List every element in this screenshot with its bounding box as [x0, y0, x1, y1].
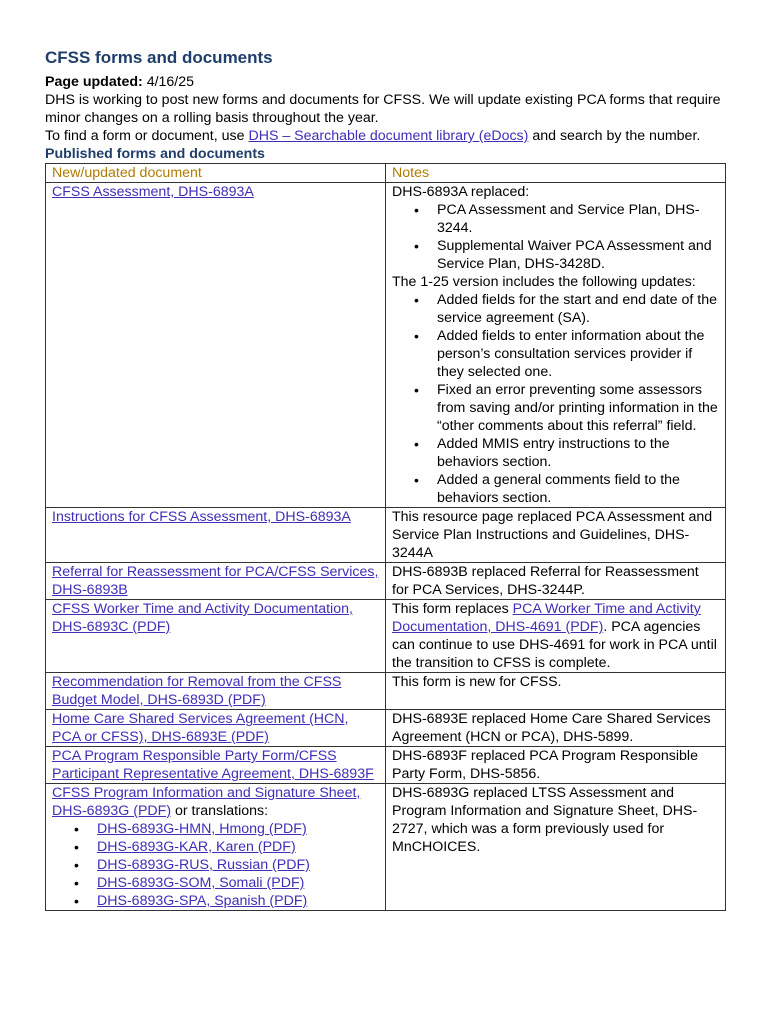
note-text-pre: This form replaces [392, 601, 513, 617]
column-header-document: New/updated document [46, 164, 386, 183]
list-item: • PCA Assessment and Service Plan, DHS-3244. [437, 201, 719, 237]
translations-list [52, 820, 379, 910]
translation-link-russian[interactable]: DHS-6893G-RUS, Russian (PDF) [97, 857, 310, 873]
table-header-row [46, 164, 726, 183]
list-item [97, 856, 379, 874]
table-row [46, 508, 726, 563]
document-cell [46, 183, 386, 508]
find-text-pre: To find a form or document, use [45, 128, 249, 144]
notes-cell: DHS-6893E replaced Home Care Shared Services Agreement (HCN or PCA), DHS-5899. [386, 710, 726, 747]
document-cell [46, 747, 386, 784]
list-item: • Supplemental Waiver PCA Assessment and Service Plan, DHS-3428D. [437, 237, 719, 273]
list-item: • Fixed an error preventing some assessors from saving and/or printing information in the “other comments about this referral” field. [437, 381, 719, 435]
document-cell [46, 508, 386, 563]
page-title: CFSS forms and documents [45, 48, 273, 67]
list-item: • Added a general comments field to the behaviors section. [437, 471, 719, 507]
note-text-post: . PCA agencies can continue to use DHS-4691 for work in PCA until the transition to CFSS is complete. [392, 619, 717, 671]
list-item: • Added fields for the start and end date of the service agreement (SA). [437, 291, 719, 327]
intro-paragraph: DHS is working to post new forms and documents for CFSS. We will update existing PCA forms that require minor changes on a rolling basis throughout the year. [45, 92, 721, 126]
updated-date: 4/16/25 [142, 74, 195, 90]
document-cell [46, 600, 386, 673]
list-item [97, 874, 379, 892]
edocs-link[interactable]: DHS – Searchable document library (eDocs) [248, 128, 529, 144]
notes-cell: This form is new for CFSS. [386, 673, 726, 710]
table-row [46, 710, 726, 747]
document-link-6893b[interactable]: Referral for Reassessment for PCA/CFSS Services, DHS-6893B [52, 564, 379, 598]
document-cell [46, 710, 386, 747]
document-link-6893e[interactable]: Home Care Shared Services Agreement (HCN, PCA or CFSS), DHS-6893E (PDF) [52, 711, 349, 745]
notes-cell [386, 183, 726, 508]
document-cell [46, 673, 386, 710]
document-link-6893g[interactable]: CFSS Program Information and Signature Sheet, DHS-6893G (PDF) [52, 785, 361, 819]
note-text: The 1-25 version includes the following updates: [392, 274, 696, 290]
document-link-6893a[interactable]: CFSS Assessment, DHS-6893A [52, 184, 254, 200]
list-item [97, 838, 379, 856]
section-heading: Published forms and documents [45, 146, 265, 162]
translation-link-somali[interactable]: DHS-6893G-SOM, Somali (PDF) [97, 875, 305, 891]
document-link-6893a-instructions[interactable]: Instructions for CFSS Assessment, DHS-6893A [52, 509, 351, 525]
forms-table [45, 163, 726, 911]
note-list [392, 201, 719, 273]
table-row [46, 747, 726, 784]
translation-link-spanish[interactable]: DHS-6893G-SPA, Spanish (PDF) [97, 893, 308, 909]
note-text: DHS-6893A replaced: [392, 184, 530, 200]
column-header-notes: Notes [386, 164, 726, 183]
notes-cell [386, 600, 726, 673]
notes-cell: DHS-6893F replaced PCA Program Responsible Party Form, DHS-5856. [386, 747, 726, 784]
document-link-4691[interactable]: PCA Worker Time and Activity Documentation, DHS-4691 (PDF) [392, 601, 701, 635]
translation-link-karen[interactable]: DHS-6893G-KAR, Karen (PDF) [97, 839, 296, 855]
page-updated [45, 73, 725, 91]
find-text-post: and search by the number. [528, 128, 701, 144]
translations-label: or translations: [171, 803, 269, 819]
document-page [45, 47, 725, 911]
notes-cell: DHS-6893G replaced LTSS Assessment and Program Information and Signature Sheet, DHS-2727, which was a form previously used for MnCHOICES. [386, 784, 726, 911]
find-paragraph [45, 127, 725, 145]
list-item [97, 892, 379, 910]
notes-cell: DHS-6893B replaced Referral for Reassessment for PCA Services, DHS-3244P. [386, 563, 726, 600]
document-link-6893d[interactable]: Recommendation for Removal from the CFSS Budget Model, DHS-6893D (PDF) [52, 674, 342, 708]
table-row [46, 600, 726, 673]
translation-link-hmong[interactable]: DHS-6893G-HMN, Hmong (PDF) [97, 821, 307, 837]
list-item: • Added fields to enter information about the person’s consultation services provider if they selected one. [437, 327, 719, 381]
updated-label: Page updated: [45, 74, 143, 90]
document-link-6893c[interactable]: CFSS Worker Time and Activity Documentation, DHS-6893C (PDF) [52, 601, 353, 635]
table-row [46, 183, 726, 508]
document-cell [46, 563, 386, 600]
document-cell [46, 784, 386, 911]
table-row [46, 784, 726, 911]
note-list [392, 291, 719, 507]
list-item: • Added MMIS entry instructions to the behaviors section. [437, 435, 719, 471]
table-row [46, 563, 726, 600]
table-row [46, 673, 726, 710]
list-item [97, 820, 379, 838]
document-link-6893f[interactable]: PCA Program Responsible Party Form/CFSS Participant Representative Agreement, DHS-6893F [52, 748, 374, 782]
notes-cell: This resource page replaced PCA Assessment and Service Plan Instructions and Guidelines, DHS-3244A [386, 508, 726, 563]
